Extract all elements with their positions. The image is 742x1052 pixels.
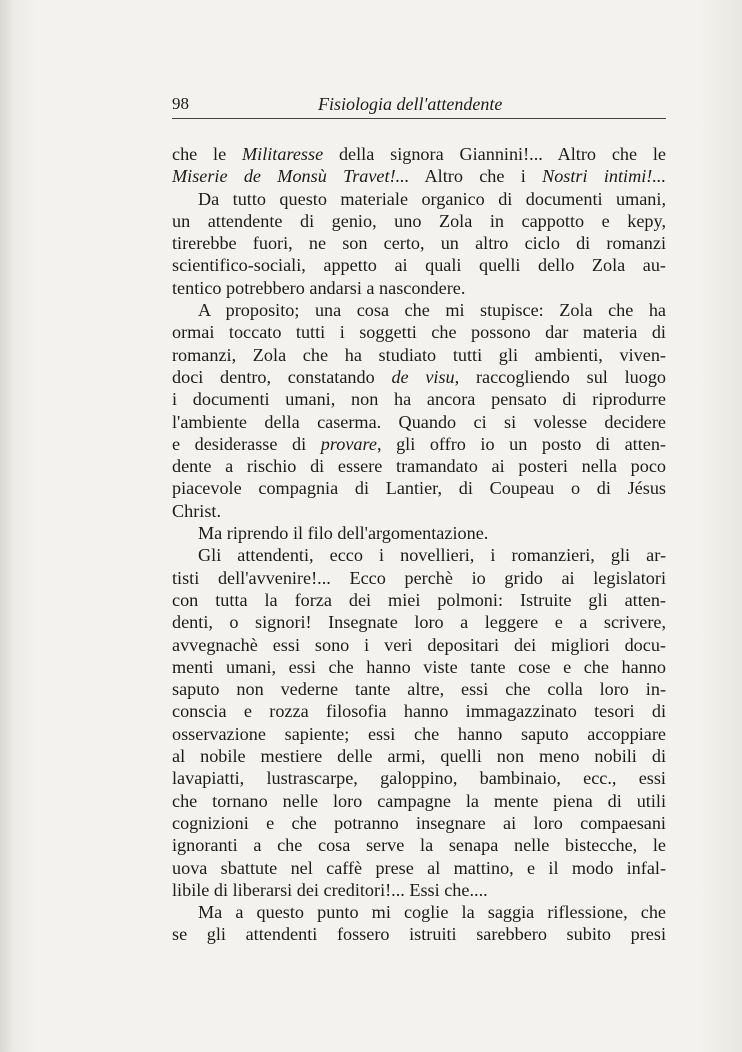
text-line: Ma a questo punto mi coglie la saggia riflessione, che	[198, 902, 666, 923]
text-line: tirerebbe fuori, ne son certo, un altro ciclo di romanzi	[172, 233, 666, 254]
running-header	[172, 94, 666, 119]
text-line: cognizioni e che potranno insegnare ai loro compaesani	[172, 812, 666, 833]
text-line: dente a rischio di essere tramandato ai posteri nella poco	[172, 456, 666, 477]
text-line: piacevole compagnia di Lantier, di Coupeau o di Jésus	[172, 478, 666, 499]
text-line: Christ.	[172, 500, 222, 521]
text-line: un attendente di genio, uno Zola in cappotto e kepy,	[172, 210, 666, 231]
text-line: Ma riprendo il filo dell'argomentazione.	[198, 523, 489, 544]
text-line: ignoranti a che cosa serve la senapa nelle bistecche, le	[172, 835, 666, 856]
text-line: i documenti umani, non ha ancora pensato di riprodurre	[172, 389, 666, 410]
text-line: libile di liberarsi dei creditori!... Essi che....	[172, 879, 488, 900]
text-line: romanzi, Zola che ha studiato tutti gli ambienti, viven-	[172, 344, 666, 365]
text-line: Da tutto questo materiale organico di documenti umani,	[198, 188, 666, 209]
text-line: e desiderasse di provare, gli offro io un posto di atten-	[172, 433, 666, 454]
text-line: lavapiatti, lustrascarpe, galoppino, bambinaio, ecc., essi	[172, 768, 666, 789]
text-line: che le Militaresse della signora Giannini!... Altro che le	[172, 144, 666, 164]
text-line: Miserie de Monsù Travet!... Altro che i Nostri intimi!...	[172, 166, 666, 187]
running-title: Fisiologia dell'attendente	[318, 94, 503, 114]
text-line: scientifico-sociali, appetto ai quali quelli dello Zola au-	[172, 255, 666, 276]
text-line: tisti dell'avvenire!... Ecco perchè io grido ai legislatori	[172, 567, 666, 588]
text-line: denti, o signori! Insegnate loro a leggere e a scrivere,	[172, 612, 666, 633]
text-line: uova sbattute nel caffè prese al mattino, e il modo infal-	[172, 857, 666, 878]
text-line: doci dentro, constatando de visu, raccogliendo sul luogo	[172, 366, 667, 387]
page-number: 98	[172, 94, 189, 113]
text-line: ormai toccato tutti i soggetti che possono dar materia di	[172, 322, 666, 343]
text-line: se gli attendenti fossero istruiti sarebbero subito presi	[172, 924, 666, 945]
text-line: tentico potrebbero andarsi a nascondere.	[172, 277, 466, 298]
text-line: l'ambiente della caserma. Quando ci si volesse decidere	[172, 411, 666, 432]
text-line: saputo non vederne tante altre, essi che colla loro in-	[172, 679, 666, 700]
text-line: al nobile mestiere delle armi, quelli non meno nobili di	[172, 746, 666, 767]
text-line: menti umani, essi che hanno viste tante cose e che hanno	[172, 656, 666, 677]
text-line: conscia e rozza filosofia hanno immagazzinato tesori di	[172, 701, 666, 722]
text-line: Gli attendenti, ecco i novellieri, i romanzieri, gli ar-	[198, 545, 666, 566]
text-line: con tutta la forza dei miei polmoni: Istruite gli atten-	[172, 589, 666, 610]
text-line: avvegnachè essi sono i veri depositari dei migliori docu-	[172, 634, 666, 655]
text-line: che tornano nelle loro campagne la mente piena di utili	[172, 790, 666, 811]
text-line: osservazione sapiente; essi che hanno saputo accoppiare	[172, 723, 666, 744]
text-line: A proposito; una cosa che mi stupisce: Zola che ha	[198, 300, 666, 321]
body-text	[172, 143, 666, 946]
